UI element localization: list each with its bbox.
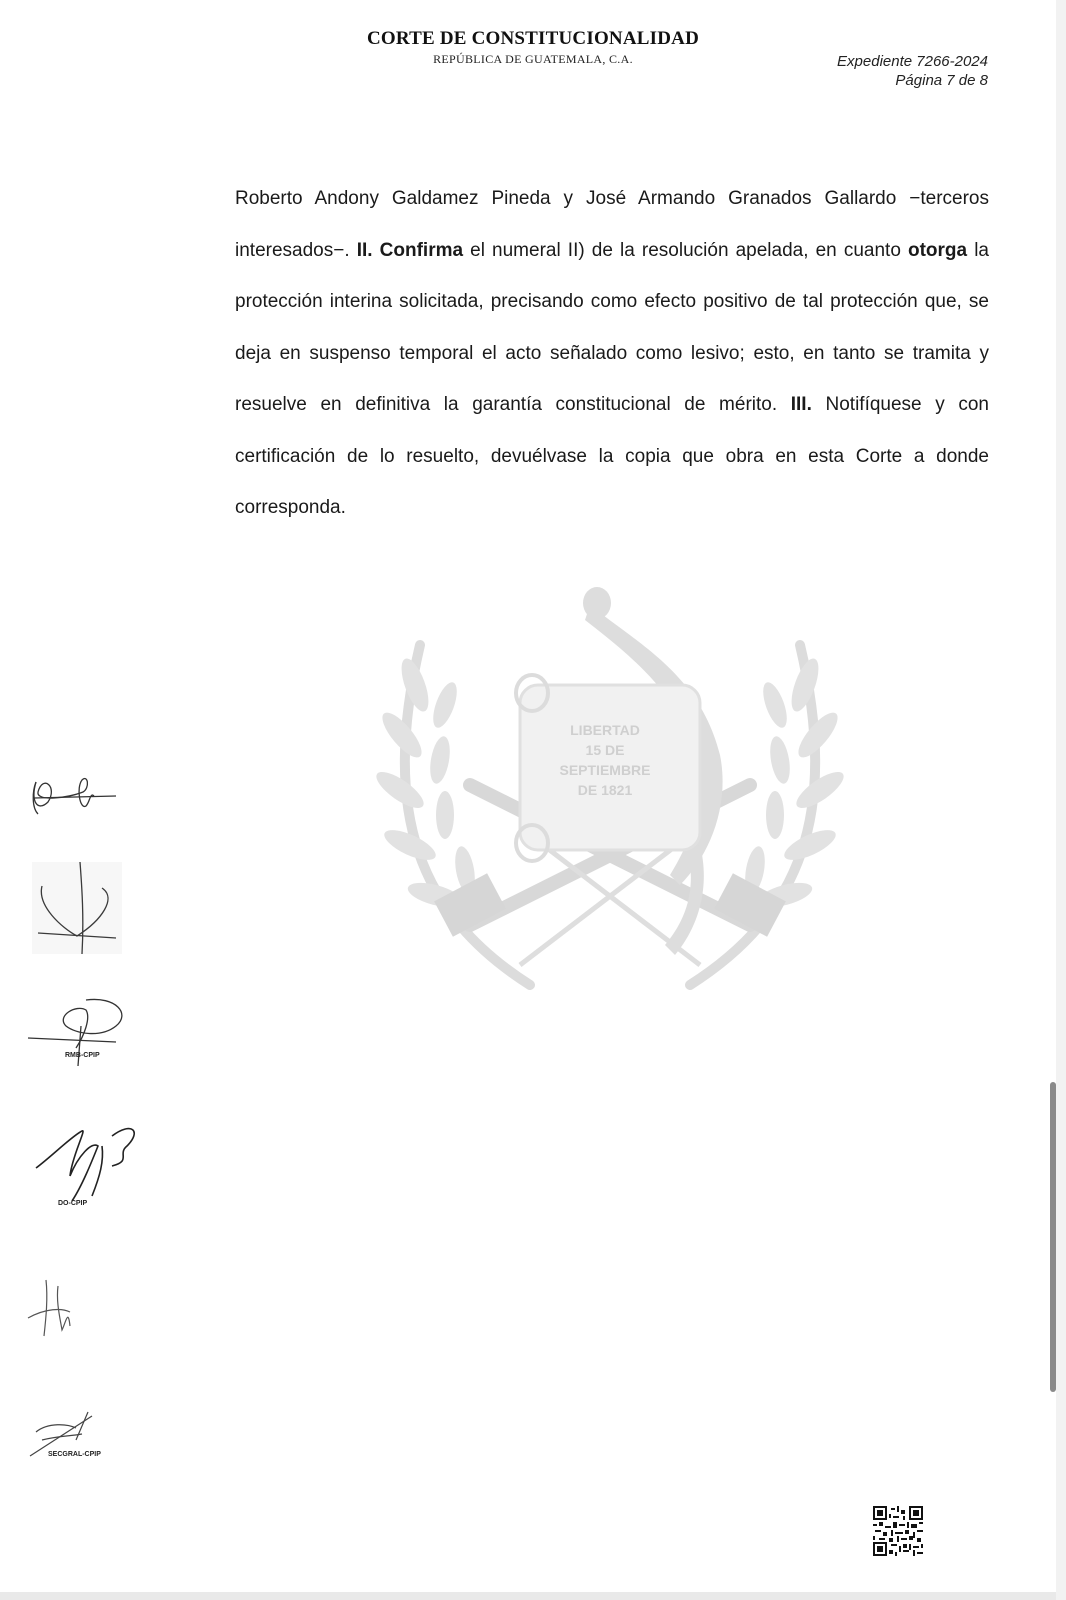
paragraph-segment-1: Roberto Andony Galdamez Pineda y José Armando Granados Gallardo −terceros interesados−. bbox=[235, 188, 989, 261]
signature-2 bbox=[32, 858, 122, 958]
section-ii-confirma: II. Confirma bbox=[356, 239, 464, 261]
paragraph-segment-3: la protección interina solicitada, precisando como efecto positivo de tal protección que, se deja en suspenso temporal el acto señalado como lesivo; esto, en tanto se tramita y resuelve en definitiva la garantía constitucional de mérito. bbox=[235, 239, 989, 415]
case-info bbox=[837, 52, 988, 90]
qr-code bbox=[873, 1506, 923, 1556]
seal-text-3: SEPTIEMBRE bbox=[559, 762, 651, 778]
paragraph-segment-4: Notifíquese y con certificación de lo resuelto, devuélvase la copia que obra en esta Corte a donde corresponda. bbox=[235, 394, 989, 518]
seal-text-4: DE 1821 bbox=[577, 782, 633, 798]
signature-4 bbox=[32, 1116, 142, 1206]
seal-text-1: LIBERTAD bbox=[570, 722, 640, 738]
page-number: Página 7 de 8 bbox=[895, 72, 988, 89]
case-number: Expediente 7266-2024 bbox=[837, 53, 988, 70]
signature-label-secgral: SECGRAL-CPIP bbox=[48, 1451, 101, 1458]
otorga-bold: otorga bbox=[908, 239, 968, 261]
signature-5 bbox=[26, 1278, 86, 1338]
signature-1 bbox=[28, 762, 118, 826]
resolution-paragraph bbox=[235, 173, 989, 534]
court-name: CORTE DE CONSTITUCIONALIDAD bbox=[366, 28, 699, 49]
scrollbar-thumb[interactable] bbox=[1050, 1082, 1056, 1392]
signature-3 bbox=[26, 996, 136, 1076]
signature-label-do: DO-CPIP bbox=[58, 1200, 88, 1207]
seal-text-2: 15 DE bbox=[585, 742, 625, 758]
signature-label-rmb: RMB-CPIP bbox=[65, 1052, 100, 1059]
coat-of-arms-watermark bbox=[360, 585, 860, 1005]
section-iii: III. bbox=[790, 394, 812, 415]
page-header bbox=[300, 28, 766, 67]
page-edge bbox=[1056, 0, 1066, 1600]
republic-subtitle: REPÚBLICA DE GUATEMALA, C.A. bbox=[433, 52, 633, 66]
paragraph-segment-2: el numeral II) de la resolución apelada, en cuanto bbox=[463, 239, 908, 261]
